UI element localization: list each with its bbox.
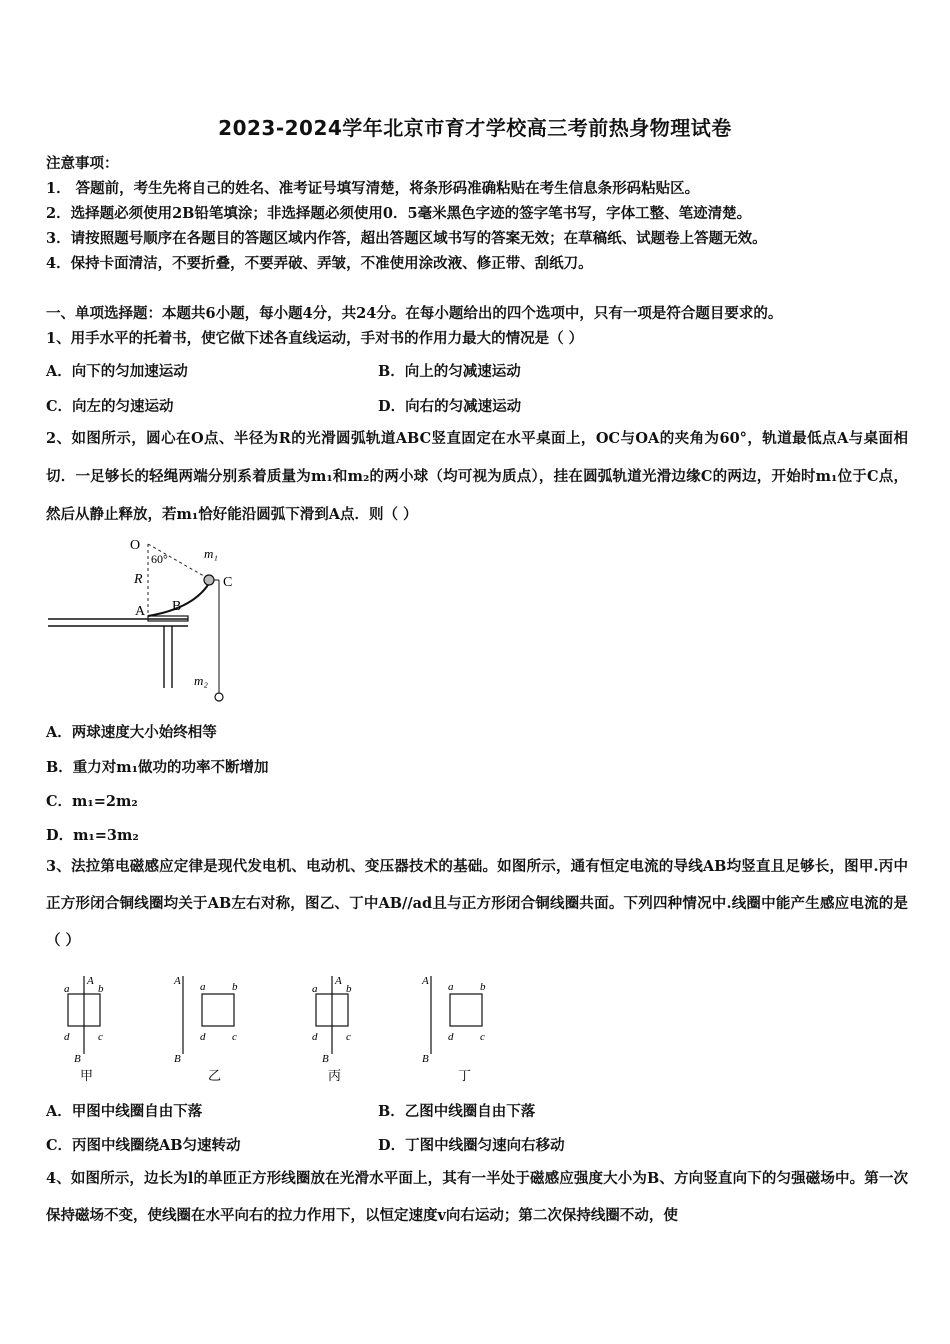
label-c-yi: c bbox=[232, 1031, 237, 1043]
q3-option-a: A．甲图中线圈自由下落 bbox=[46, 1103, 203, 1120]
label-d-yi: d bbox=[200, 1031, 206, 1043]
label-wire-b-yi: B bbox=[174, 1053, 181, 1065]
label-wire-a-jia: A bbox=[87, 975, 94, 987]
q2-figure bbox=[46, 530, 246, 705]
q3-option-b: B．乙图中线圈自由下落 bbox=[378, 1103, 536, 1120]
panel-ding bbox=[421, 975, 486, 1083]
q1-option-d: D．向右的匀减速运动 bbox=[378, 398, 522, 415]
label-c: C bbox=[223, 575, 233, 590]
label-a-bing: a bbox=[312, 983, 318, 995]
q1-stem: 1、用手水平的托着书，使它做下述各直线运动，手对书的作用力最大的情况是（ ） bbox=[46, 330, 584, 347]
q4-stem: 4、如图所示，边长为l的单匝正方形线圈放在光滑水平面上，其有一半处于磁感应强度大小为B、方向竖直向下的匀强磁场中。第一次保持磁场不变，使线圈在水平向右的拉力作用下，以恒定速度v向右运动；第二次保持线圈不动，使 bbox=[46, 1170, 908, 1224]
note-item-3: 3．请按照题号顺序在各题目的答题区域内作答，超出答题区域书写的答案无效；在草稿纸、试题卷上答题无效。 bbox=[46, 230, 767, 247]
caption-bing: 丙 bbox=[328, 1068, 342, 1083]
q3-option-c: C．丙图中线圈绕AB匀速转动 bbox=[46, 1137, 241, 1154]
label-a-ding: a bbox=[448, 981, 454, 993]
label-b-ding: b bbox=[480, 981, 486, 993]
label-d-bing: d bbox=[312, 1031, 318, 1043]
caption-jia: 甲 bbox=[80, 1068, 94, 1083]
page-title: 2023-2024学年北京市育才学校高三考前热身物理试卷 bbox=[218, 116, 732, 140]
label-wire-b-jia: B bbox=[74, 1053, 81, 1065]
caption-ding: 丁 bbox=[458, 1068, 472, 1083]
panel-yi bbox=[173, 975, 238, 1083]
note-item-1: 1． 答题前，考生先将自己的姓名、准考证号填写清楚，将条形码准确粘贴在考生信息条形码粘贴区。 bbox=[46, 180, 700, 197]
q2-stem: 2、如图所示，圆心在O点、半径为R的光滑圆弧轨道ABC竖直固定在水平桌面上，OC与OA的夹角为60°，轨道最低点A与桌面相切．一足够长的轻绳两端分别系着质量为m₁和m₂的两小球（均可视为质点），挂在圆弧轨道光滑边缘C的两边，开始时m₁位于C点，然后从静止释放，若m₁恰好能沿圆弧下滑到A点．则（ ） bbox=[46, 430, 909, 523]
label-b-yi: b bbox=[232, 981, 238, 993]
coil-ding bbox=[450, 994, 482, 1026]
q1-option-a: A．向下的匀加速运动 bbox=[46, 363, 188, 380]
q2-option-d: D．m₁=3m₂ bbox=[46, 827, 139, 844]
ball-m1 bbox=[204, 575, 214, 585]
label-wire-b-ding: B bbox=[422, 1053, 429, 1065]
label-r: R bbox=[134, 572, 143, 587]
label-wire-a-yi: A bbox=[174, 975, 181, 987]
label-c-bing: c bbox=[346, 1031, 351, 1043]
label-m1: m₁ bbox=[204, 546, 218, 561]
label-a: A bbox=[135, 604, 146, 619]
label-b: B bbox=[172, 599, 182, 614]
q3-figure bbox=[46, 970, 506, 1090]
label-d-ding: d bbox=[448, 1031, 454, 1043]
panel-bing bbox=[312, 975, 352, 1083]
label-wire-b-bing: B bbox=[322, 1053, 329, 1065]
label-c-jia: c bbox=[98, 1031, 103, 1043]
label-a-yi: a bbox=[200, 981, 206, 993]
q1-option-c: C．向左的匀速运动 bbox=[46, 398, 174, 415]
caption-yi: 乙 bbox=[208, 1068, 222, 1083]
q3-option-d: D．丁图中线圈匀速向右移动 bbox=[378, 1137, 565, 1154]
label-wire-a-ding: A bbox=[422, 975, 429, 987]
q2-option-a: A．两球速度大小始终相等 bbox=[46, 724, 217, 741]
label-c-ding: c bbox=[480, 1031, 485, 1043]
label-b-jia: b bbox=[98, 983, 104, 995]
ball-m2 bbox=[215, 693, 223, 701]
panel-jia bbox=[64, 975, 104, 1083]
note-item-4: 4．保持卡面清洁，不要折叠，不要弄破、弄皱，不准使用涂改液、修正带、刮纸刀。 bbox=[46, 255, 593, 272]
q1-option-b: B．向上的匀减速运动 bbox=[378, 363, 521, 380]
label-m2: m₂ bbox=[194, 673, 208, 688]
section-heading: 一、单项选择题：本题共6小题，每小题4分，共24分。在每小题给出的四个选项中，只有一项是符合题目要求的。 bbox=[46, 305, 783, 322]
label-b-bing: b bbox=[346, 983, 352, 995]
coil-yi bbox=[202, 994, 234, 1026]
note-item-2: 2．选择题必须使用2B铅笔填涂；非选择题必须使用0．5毫米黑色字迹的签字笔书写，字体工整、笔迹清楚。 bbox=[46, 205, 752, 222]
label-o: O bbox=[130, 538, 141, 553]
q2-option-c: C．m₁=2m₂ bbox=[46, 793, 138, 810]
label-wire-a-bing: A bbox=[335, 975, 342, 987]
label-angle: 60° bbox=[151, 552, 168, 566]
label-d-jia: d bbox=[64, 1031, 70, 1043]
notes-heading: 注意事项： bbox=[46, 155, 119, 172]
label-a-jia: a bbox=[64, 983, 70, 995]
q3-stem: 3、法拉第电磁感应定律是现代发电机、电动机、变压器技术的基础。如图所示，通有恒定电流的导线AB均竖直且足够长，图甲.丙中正方形闭合铜线圈均关于AB左右对称，图乙、丁中AB//ad且与正方形闭合铜线圈共面。下列四种情况中.线圈中能产生感应电流的是（ ） bbox=[46, 858, 908, 949]
q2-option-b: B．重力对m₁做功的功率不断增加 bbox=[46, 759, 269, 776]
